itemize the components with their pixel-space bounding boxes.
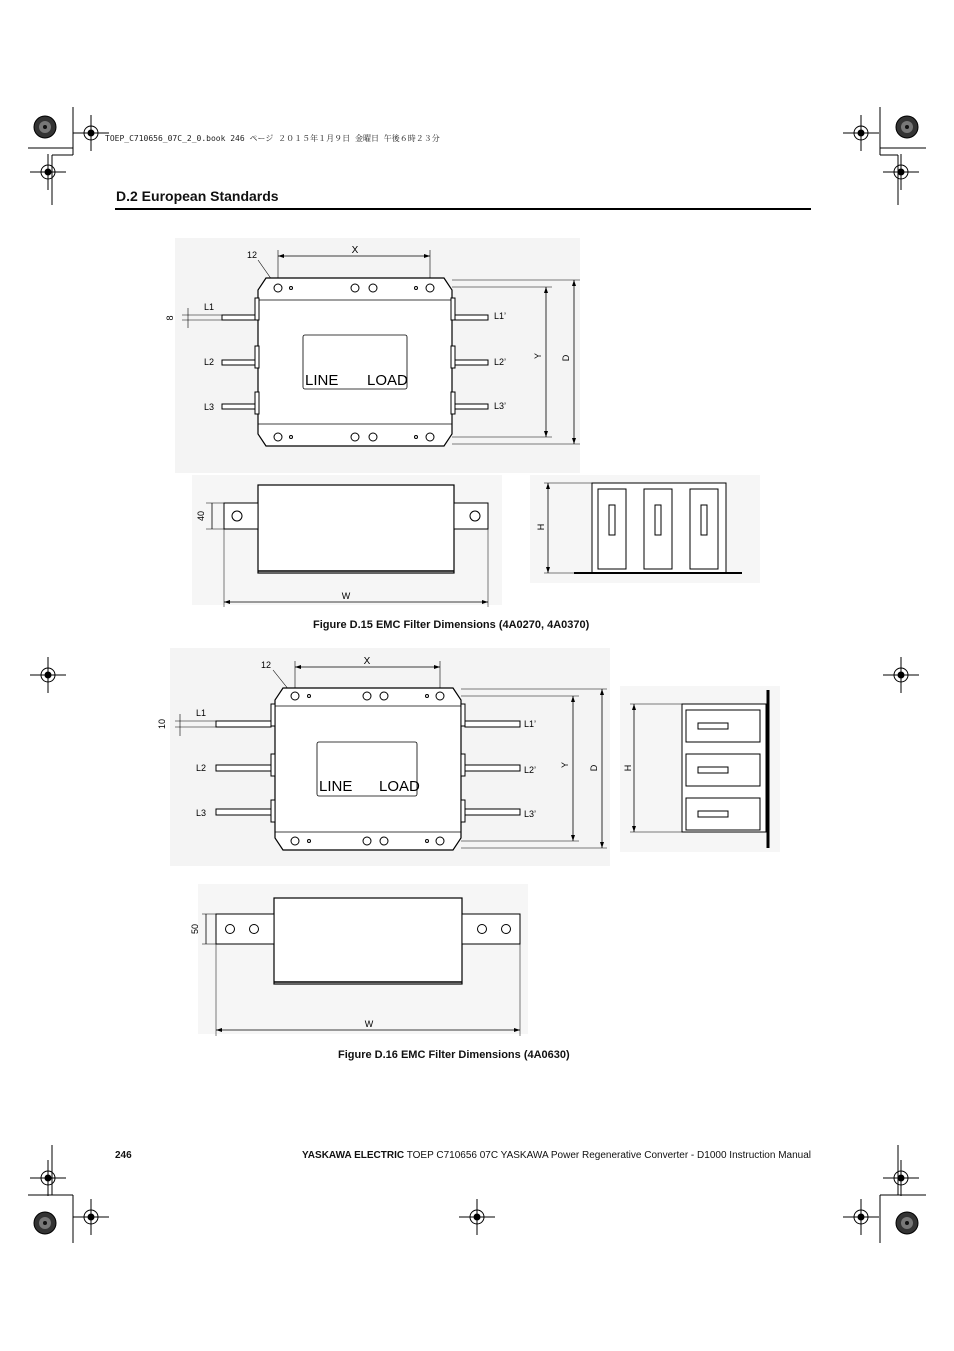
figure1-side-view [530, 475, 760, 585]
fig1-x-label: X [351, 245, 359, 256]
fig2-y-label: Y [560, 761, 570, 769]
fig1-w-label: W [341, 591, 351, 601]
fig2-l3p: L3’ [524, 809, 537, 819]
fig2-h-label: H [623, 764, 633, 772]
figure1-top-view [160, 238, 590, 473]
fig2-d-label: D [589, 764, 599, 772]
section-rule [115, 208, 811, 210]
fig2-w-label: W [364, 1019, 374, 1029]
book-info: TOEP_C710656_07C_2_0.book 246 ページ ２０１５年１月９日 金曜日 午後６時２３分 [105, 134, 440, 143]
fig1-thick-label: 8 [165, 315, 175, 321]
fig2-l2p: L2’ [524, 765, 537, 775]
fig2-thick-label: 10 [157, 718, 167, 730]
fig1-l2: L2 [204, 357, 215, 367]
page-number: 246 [115, 1150, 132, 1161]
fig2-line-text: LINE [319, 778, 353, 795]
figure1-caption: Figure D.15 EMC Filter Dimensions (4A0270, 4A0370) [313, 619, 590, 631]
fig2-50-label: 50 [190, 923, 200, 935]
fig1-line-text: LINE [305, 372, 339, 389]
fig1-l2p: L2’ [494, 357, 507, 367]
figure2-front-view [190, 884, 528, 1039]
fig2-l1p: L1’ [524, 719, 537, 729]
fig2-l1: L1 [196, 708, 207, 718]
fig1-hole-label: 12 [246, 250, 258, 260]
fig1-y-label: Y [533, 352, 543, 360]
fig1-l3: L3 [204, 402, 215, 412]
fig2-l3: L3 [196, 808, 207, 818]
fig2-hole-label: 12 [260, 660, 272, 670]
fig1-l3p: L3’ [494, 401, 507, 411]
fig1-l1p: L1’ [494, 311, 507, 321]
fig1-d-label: D [561, 354, 571, 362]
figure2-top-view [155, 648, 615, 866]
footer-manual-title: TOEP C710656 07C YASKAWA Power Regenerative Converter - D1000 Instruction Manual [404, 1150, 811, 1161]
fig1-l1: L1 [204, 302, 215, 312]
fig2-x-label: X [363, 656, 371, 667]
fig1-load-text: LOAD [367, 372, 408, 389]
fig2-load-text: LOAD [379, 778, 420, 795]
figure2-caption: Figure D.16 EMC Filter Dimensions (4A0630) [338, 1049, 570, 1061]
fig2-l2: L2 [196, 763, 207, 773]
fig1-40-label: 40 [196, 510, 206, 522]
figure2-side-view [620, 686, 780, 854]
footer-title [302, 1150, 811, 1161]
fig1-h-label: H [536, 523, 546, 531]
figure1-front-view [192, 475, 502, 610]
section-title: D.2 European Standards [116, 188, 279, 204]
footer-brand: YASKAWA ELECTRIC [302, 1150, 405, 1161]
